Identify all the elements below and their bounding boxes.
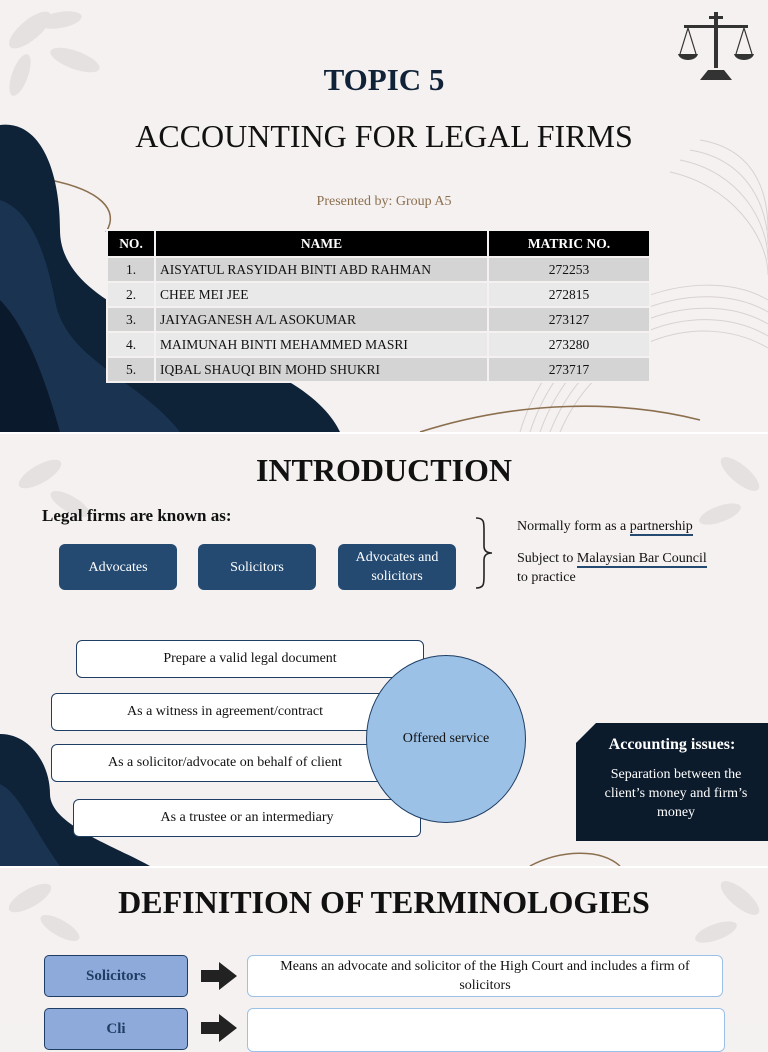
row-matric: 272253 bbox=[488, 257, 650, 282]
table-header-row bbox=[107, 230, 650, 257]
row-name: CHEE MEI JEE bbox=[155, 282, 488, 307]
row-no: 2. bbox=[107, 282, 155, 307]
bar-council-note bbox=[517, 549, 707, 587]
bar-council-prefix: Subject to bbox=[517, 551, 577, 566]
bar-council-line bbox=[517, 549, 707, 568]
row-name: IQBAL SHAUQI BIN MOHD SHUKRI bbox=[155, 357, 488, 382]
type-advocates: Advocates bbox=[59, 544, 177, 590]
partnership-term: partnership bbox=[629, 519, 693, 534]
table-row bbox=[107, 357, 650, 382]
table-row bbox=[107, 257, 650, 282]
presentation-subtitle: ACCOUNTING FOR LEGAL FIRMS bbox=[135, 118, 633, 154]
members-table bbox=[106, 229, 651, 383]
type-advocates-and-solicitors: Advocates and solicitors bbox=[338, 544, 456, 590]
table-row bbox=[107, 332, 650, 357]
arrow-right-icon bbox=[201, 962, 237, 990]
row-no: 4. bbox=[107, 332, 155, 357]
type-solicitors: Solicitors bbox=[198, 544, 316, 590]
row-no: 3. bbox=[107, 307, 155, 332]
partnership-note bbox=[517, 519, 693, 535]
presented-by: Presented by: Group A5 bbox=[316, 194, 452, 209]
definition-solicitors: Means an advocate and solicitor of the High Court and includes a firm of solicitors bbox=[247, 955, 723, 997]
arrow-right-icon bbox=[201, 1014, 237, 1042]
row-no: 5. bbox=[107, 357, 155, 382]
header-no: NO. bbox=[107, 230, 155, 257]
title-slide bbox=[0, 0, 768, 432]
row-no: 1. bbox=[107, 257, 155, 282]
definition-next bbox=[247, 1008, 725, 1052]
term-solicitors: Solicitors bbox=[44, 955, 188, 997]
service-item: As a witness in agreement/contract bbox=[51, 693, 399, 731]
header-matric: MATRIC NO. bbox=[488, 230, 650, 257]
row-name: JAIYAGANESH A/L ASOKUMAR bbox=[155, 307, 488, 332]
term-next: Cli bbox=[44, 1008, 188, 1050]
introduction-slide bbox=[0, 434, 768, 866]
service-item: As a trustee or an intermediary bbox=[73, 799, 421, 837]
table-row bbox=[107, 282, 650, 307]
accounting-issues-title: Accounting issues: bbox=[608, 736, 736, 753]
offered-service-circle: Offered service bbox=[366, 655, 526, 823]
header-name: NAME bbox=[155, 230, 488, 257]
service-item: As a solicitor/advocate on behalf of client bbox=[51, 744, 399, 782]
introduction-title: INTRODUCTION bbox=[255, 452, 513, 488]
service-item: Prepare a valid legal document bbox=[76, 640, 424, 678]
table-row bbox=[107, 307, 650, 332]
row-name: MAIMUNAH BINTI MEHAMMED MASRI bbox=[155, 332, 488, 357]
definition-slide bbox=[0, 868, 768, 1037]
partnership-note-prefix: Normally form as a bbox=[517, 519, 630, 534]
topic-title: TOPIC 5 bbox=[323, 62, 445, 97]
row-matric: 273127 bbox=[488, 307, 650, 332]
row-matric: 272815 bbox=[488, 282, 650, 307]
definition-title: DEFINITION OF TERMINOLOGIES bbox=[118, 884, 650, 920]
bar-council-term: Malaysian Bar Council bbox=[576, 551, 707, 566]
row-matric: 273280 bbox=[488, 332, 650, 357]
brace-icon bbox=[472, 516, 494, 590]
legal-firms-label: Legal firms are known as: bbox=[42, 506, 232, 525]
accounting-issues-text: Separation between the client’s money and firm’s money bbox=[604, 767, 748, 820]
row-name: AISYATUL RASYIDAH BINTI ABD RAHMAN bbox=[155, 257, 488, 282]
bar-council-suffix: to practice bbox=[517, 570, 576, 585]
row-matric: 273717 bbox=[488, 357, 650, 382]
